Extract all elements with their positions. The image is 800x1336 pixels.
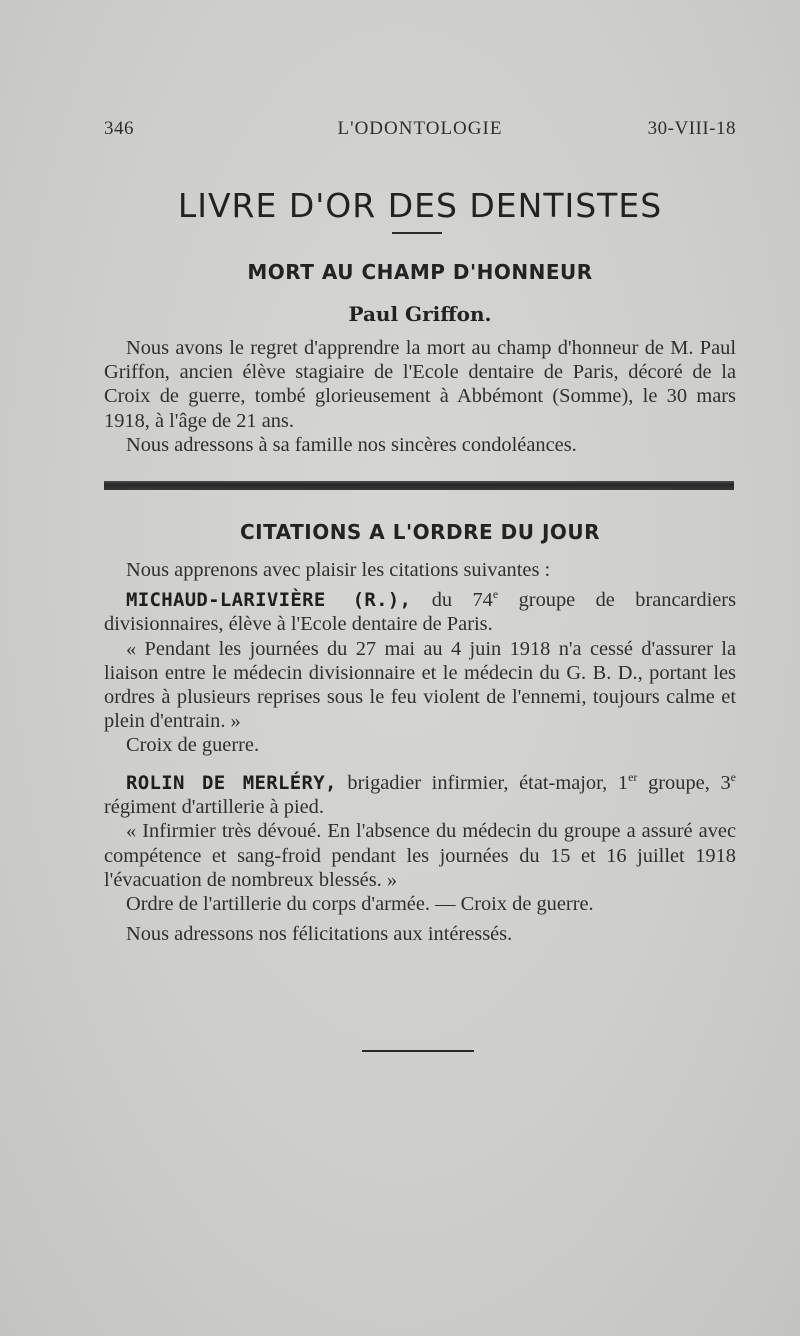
citation-block-1 (104, 558, 736, 758)
deceased-name: Paul Griffon. (348, 302, 492, 326)
closing-paragraph: Nous adressons nos félicitations aux intéressés. (126, 923, 513, 945)
title-divider (392, 232, 442, 234)
citation-2-award: Ordre de l'artillerie du corps d'armée. — Croix de guerre. (126, 893, 594, 916)
section-heading-honneur: MORT AU CHAMP D'HONNEUR (247, 260, 593, 284)
obituary-text (104, 336, 736, 457)
page-number: 346 (104, 118, 134, 139)
condolences-paragraph: Nous adressons à sa famille nos sincères condoléances. (126, 433, 577, 456)
section-heading-citations: CITATIONS A L'ORDRE DU JOUR (239, 520, 601, 544)
citation-1-quote: « Pendant les journées du 27 mai au 4 juin 1918 n'a cessé d'assurer la liaison entre le médecin divisionnaire et le médecin du G. B. D., portant les ordres à plusieurs reprises sous le feu violent de l'ennemi, toujours calme et plein d'entrain. » (104, 637, 736, 733)
closing-text (104, 922, 736, 946)
citation-2-quote: « Infirmier très dévoué. En l'absence du médecin du groupe a assuré avec compétence et sang-froid pendant les journées du 15 et 16 juillet 1918 l'évacuation de nombreux blessés. » (104, 820, 736, 891)
issue-date: 30-VIII-18 (647, 118, 736, 139)
citation-2-header: ROLIN DE MERLÉRY, brigadier infirmier, état-major, 1er groupe, 3e régiment d'artillerie à pied. (104, 770, 736, 819)
citation-1-award: Croix de guerre. (126, 734, 260, 757)
citation-2-name: ROLIN DE MERLÉRY, (126, 772, 337, 794)
end-divider (362, 1050, 474, 1052)
obituary-paragraph: Nous avons le regret d'apprendre la mort au champ d'honneur de M. Paul Griffon, ancien élève stagiaire de l'Ecole dentaire de Paris, décoré de la Croix de guerre, tombé glorieusement à Abbémont (Somme), le 30 mars 1918, à l'âge de 21 ans. (104, 337, 736, 432)
citations-intro: Nous apprenons avec plaisir les citations suivantes : (126, 559, 551, 581)
running-head (104, 118, 736, 144)
journal-name: L'ODONTOLOGIE (337, 118, 503, 139)
citation-1-name: MICHAUD-LARIVIÈRE (R.), (126, 589, 412, 612)
citation-block-2 (104, 771, 736, 916)
section-separator (104, 481, 734, 490)
citation-1-header: MICHAUD-LARIVIÈRE (R.), du 74e groupe de brancardiers divisionnaires, élève à l'Ecole dentaire de Paris. (104, 587, 737, 636)
page-title: LIVRE D'OR DES DENTISTES (177, 186, 663, 225)
